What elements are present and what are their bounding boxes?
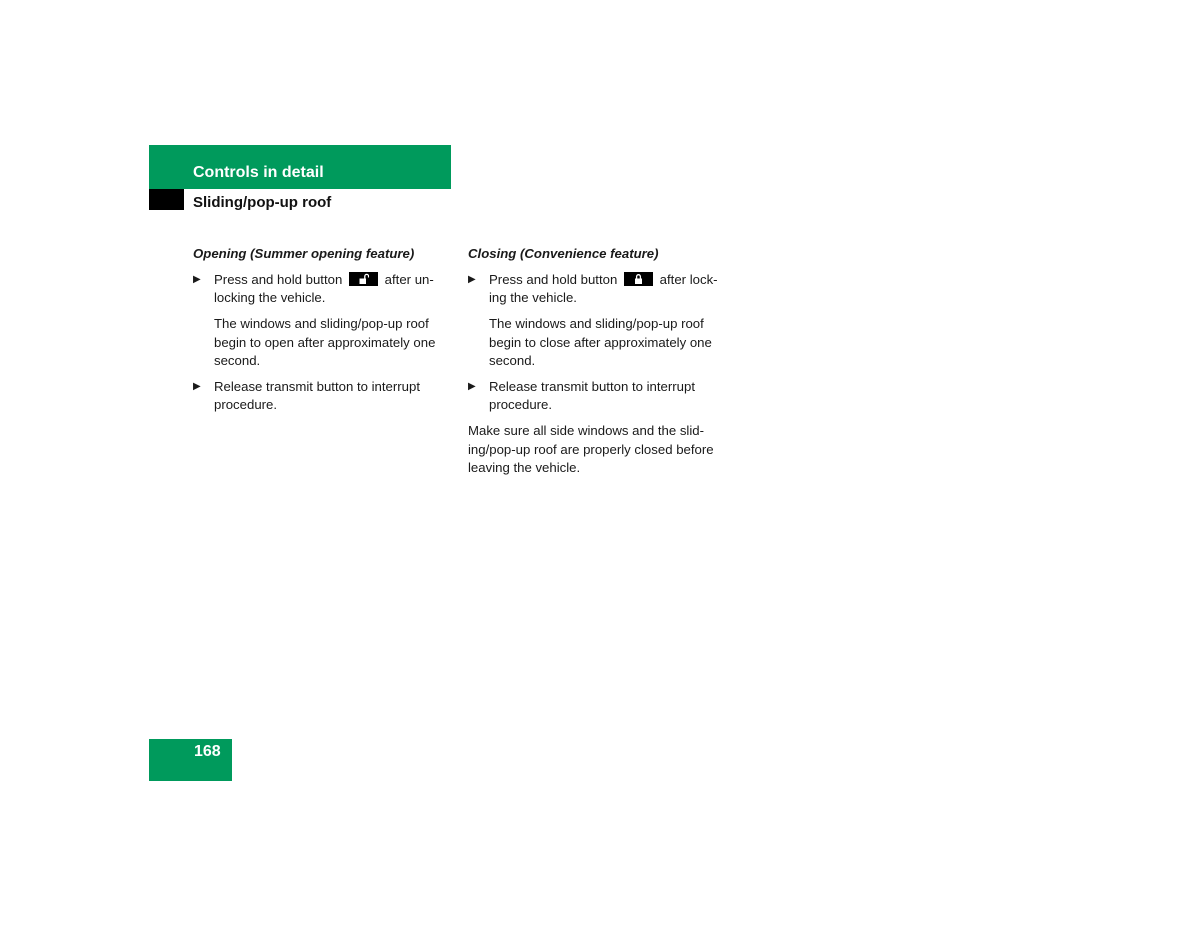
- closing-note: The windows and sliding/pop-up roof begin to close after approximately one second.: [489, 316, 712, 368]
- unlock-icon: [349, 272, 378, 286]
- closing-step-2: [468, 378, 730, 414]
- opening-step-1: [193, 271, 455, 307]
- opening-step-2: [193, 378, 455, 414]
- opening-note: The windows and sliding/pop-up roof begin to open after approximately one second.: [214, 316, 436, 368]
- closing-heading: Closing (Convenience feature): [468, 246, 659, 261]
- triangle-bullet-icon: ▶: [193, 381, 201, 393]
- section-title: Controls in detail: [193, 164, 324, 181]
- closing-safety-note: Make sure all side windows and the slid-ing/pop-up roof are properly closed before leaving the vehicle.: [468, 423, 714, 475]
- opening-step-2-text: Release transmit button to interrupt procedure.: [214, 379, 420, 413]
- section-marker-tab: [149, 189, 184, 210]
- page-number-box: [149, 739, 232, 781]
- opening-column: [193, 245, 455, 422]
- subsection-title: Sliding/pop-up roof: [193, 194, 332, 211]
- lock-icon: [624, 272, 653, 286]
- page-number: 168: [194, 743, 221, 760]
- triangle-bullet-icon: ▶: [468, 381, 476, 393]
- closing-step-2-text: Release transmit button to interrupt procedure.: [489, 379, 695, 413]
- closing-step-1-after: after lock-ing the vehicle.: [489, 272, 718, 306]
- triangle-bullet-icon: ▶: [193, 274, 201, 285]
- opening-step-1-before: Press and hold button: [214, 272, 343, 287]
- closing-step-1: [468, 271, 730, 307]
- opening-heading: Opening (Summer opening feature): [193, 246, 415, 261]
- closing-column: [468, 245, 730, 477]
- section-header-bar: [149, 145, 451, 189]
- triangle-bullet-icon: ▶: [468, 274, 476, 285]
- opening-step-1-after: after un-locking the vehicle.: [214, 272, 434, 306]
- closing-step-1-before: Press and hold button: [489, 272, 618, 287]
